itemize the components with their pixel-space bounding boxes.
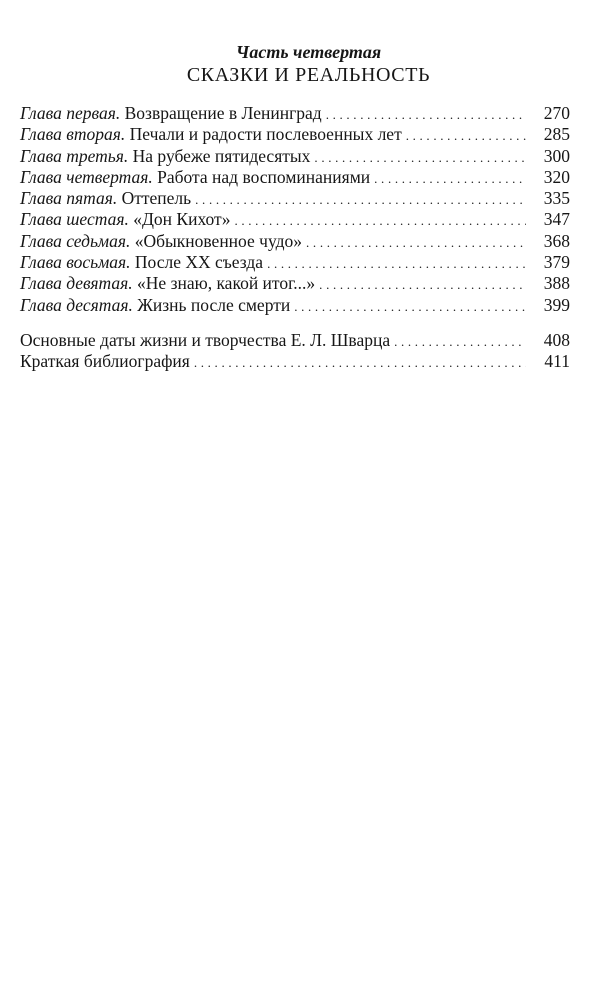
dot-leader	[267, 252, 526, 274]
entry-label	[20, 103, 322, 124]
page-number: 320	[543, 166, 570, 187]
chapter-title: Возвращение в Ленинград	[124, 103, 322, 123]
page-number: 300	[543, 145, 570, 166]
dot-leader	[306, 231, 526, 253]
entry-label	[20, 146, 310, 167]
part-label: Часть четвертая	[235, 42, 382, 62]
toc-entry	[20, 188, 570, 209]
chapter-number: Глава восьмая.	[20, 252, 131, 273]
entry-label	[20, 252, 263, 273]
page-number: 408	[543, 330, 570, 350]
chapter-title: Работа над воспоминаниями	[157, 166, 371, 187]
chapter-title: Оттепель	[121, 188, 192, 209]
page-number: 411	[544, 351, 570, 372]
dot-leader	[234, 209, 526, 231]
toc-entry	[20, 209, 570, 230]
page-number: 270	[543, 103, 570, 123]
toc-entry	[20, 295, 570, 316]
dot-leader	[406, 124, 526, 146]
page-number: 285	[543, 124, 570, 145]
chapter-title: «Не знаю, какой итог...»	[137, 273, 316, 294]
chapter-number: Глава вторая.	[20, 124, 126, 145]
chapter-title: Жизнь после смерти	[137, 294, 291, 315]
chapter-title: На рубеже пятидесятых	[132, 145, 311, 166]
page-number: 335	[543, 188, 570, 209]
chapter-number: Глава девятая.	[20, 273, 133, 294]
entry-label	[20, 188, 191, 209]
page-number: 379	[543, 252, 570, 273]
appendix-list	[20, 330, 570, 373]
chapter-list	[20, 103, 570, 316]
page-number: 347	[543, 209, 570, 230]
chapter-number: Глава первая.	[20, 103, 121, 123]
entry-label	[20, 231, 302, 252]
chapter-title: После XX съезда	[134, 252, 264, 273]
toc-entry	[20, 146, 570, 167]
chapter-title: Печали и радости послевоенных лет	[129, 124, 402, 145]
toc-entry	[20, 351, 570, 372]
entry-title: Основные даты жизни и творчества Е. Л. Шварца	[20, 330, 391, 350]
chapter-number: Глава седьмая.	[20, 230, 131, 251]
chapter-number: Глава четвертая.	[20, 166, 153, 187]
page-number: 368	[543, 230, 570, 251]
chapter-number: Глава третья.	[20, 145, 129, 166]
dot-leader	[194, 351, 526, 373]
chapter-number: Глава пятая.	[20, 188, 118, 209]
dot-leader	[195, 188, 526, 210]
entry-title: Краткая библиография	[20, 351, 190, 372]
toc-entry	[20, 231, 570, 252]
part-header	[0, 42, 605, 88]
entry-label	[20, 273, 315, 294]
toc-entry	[20, 273, 570, 294]
chapter-number: Глава шестая.	[20, 209, 129, 230]
toc-entry	[20, 167, 570, 188]
entry-label	[20, 124, 402, 145]
dot-leader	[314, 146, 526, 168]
page-number: 399	[543, 294, 570, 315]
dot-leader	[294, 295, 526, 317]
dot-leader	[326, 103, 526, 125]
chapter-title: «Дон Кихот»	[133, 209, 231, 230]
dot-leader	[394, 330, 526, 352]
chapter-number: Глава десятая.	[20, 294, 133, 315]
dot-leader	[319, 273, 526, 295]
entry-label	[20, 295, 290, 316]
chapter-title: «Обыкновенное чудо»	[134, 230, 303, 251]
toc-entry	[20, 252, 570, 273]
page-number: 388	[543, 273, 570, 294]
toc-entry	[20, 124, 570, 145]
part-title: СКАЗКИ И РЕАЛЬНОСТЬ	[186, 64, 431, 86]
toc-entry	[20, 330, 570, 351]
dot-leader	[374, 167, 526, 189]
entry-label	[20, 167, 370, 188]
toc-entry	[20, 103, 570, 124]
entry-label	[20, 209, 230, 230]
